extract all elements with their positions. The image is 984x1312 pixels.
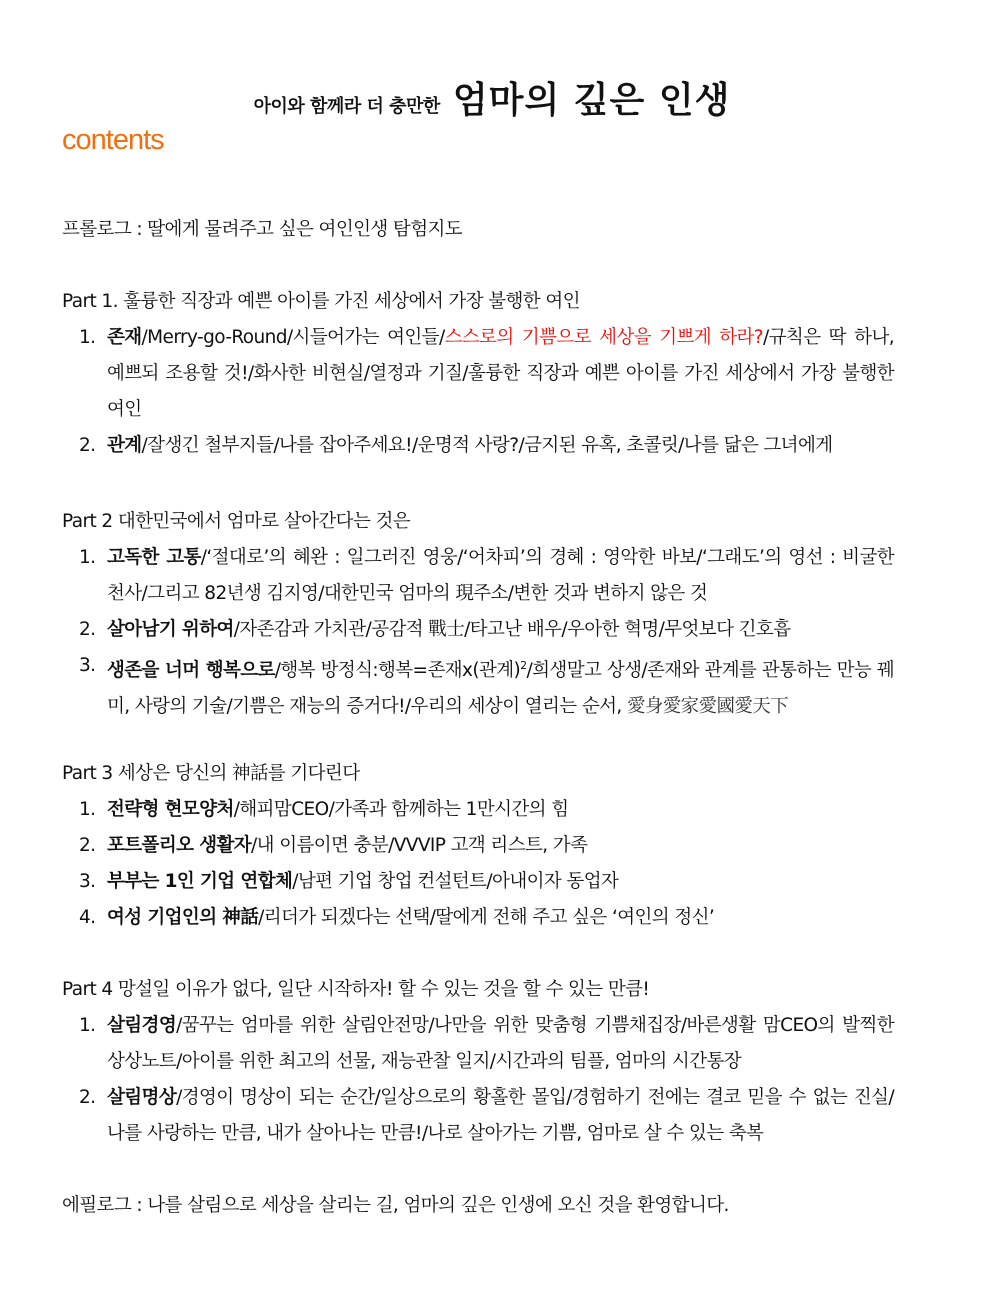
item-bold: 포트폴리오 생활자 — [107, 835, 252, 856]
item-number: 4. — [79, 907, 96, 928]
item-highlight: 스스로의 기쁨으로 세상을 기쁘게 하라? — [444, 327, 764, 348]
item-text: /해피맘CEO/가족과 함께하는 1만시간의 힘 — [233, 799, 569, 820]
item-text: /리더가 되겠다는 선택/딸에게 전해 주고 싶은 ‘여인의 정신’ — [258, 907, 715, 928]
item-text: /잘생긴 철부지들/나를 잡아주세요!/운명적 사랑?/금지된 유혹, 초콜릿/나를 닮은 그녀에게 — [141, 435, 833, 456]
item-text: /‘절대로’의 혜완 : 일그러진 영웅/‘어차피’의 경혜 : 영악한 바보/‘그래도’의 영선 : 비굴한 천사/그리고 82년생 김지영/대한민국 엄마의 現주소/변한 것과 변하지 않은 것 — [107, 547, 894, 604]
part-2 — [62, 504, 894, 725]
item-text: /경영이 명상이 되는 순간/일상으로의 황홀한 몰입/경험하기 전에는 결코 믿을 수 없는 진실/나를 사랑하는 만큼, 내가 살아나는 만큼!/나로 살아가는 기쁨, 엄마로 살 수 있는 축복 — [107, 1087, 894, 1144]
item-number: 1. — [79, 1015, 96, 1036]
epilogue-text: 에필로그 : 나를 살림으로 세상을 살리는 길, 엄마의 깊은 인생에 오신 것을 환영합니다. — [62, 1195, 729, 1216]
contents-heading: contents — [62, 124, 164, 156]
part-heading: Part 4 망설일 이유가 없다, 일단 시작하자! 할 수 있는 것을 할 수 있는 만큼! — [62, 979, 650, 1000]
item-number: 3. — [79, 655, 96, 676]
item-text: /꿈꾸는 엄마를 위한 살림안전망/나만을 위한 맞춤형 기쁨채집장/바른생활 맘CEO의 발찍한 상상노트/아이를 위한 최고의 선물, 재능관찰 일지/시간과의 팀플, 엄마의 시간통장 — [107, 1015, 894, 1072]
item-text: /규칙은 딱 하나, 예쁘되 조용할 것!/화사한 비현실/열정과 기질/훌륭한 직장과 예쁜 아이를 가진 세상에서 가장 불행한 여인 — [107, 327, 894, 420]
title-subtitle: 아이와 함께라 더 충만한 — [253, 96, 440, 117]
item-bold: 고독한 고통 — [107, 547, 201, 568]
item-number: 1. — [79, 327, 96, 348]
list-item — [62, 900, 894, 936]
superscript: 2 — [520, 659, 527, 672]
list-item — [62, 1080, 894, 1152]
item-text: /행복 방정식:행복=존재x(관계) — [274, 660, 521, 682]
prologue — [62, 212, 894, 248]
part-3 — [62, 756, 894, 936]
item-bold: 관계 — [107, 435, 142, 456]
item-text: /남편 기업 창업 컨설턴트/아내이자 동업자 — [292, 871, 619, 892]
item-bold: 살림명상 — [107, 1087, 177, 1108]
part-heading: Part 3 세상은 당신의 神話를 기다린다 — [62, 763, 360, 784]
item-text: /희생말고 상생/존재와 관계를 관통하는 만능 꿰미, 사랑의 기술/기쁨은 재능의 증거다!/우리의 세상이 열리는 순서, — [107, 660, 894, 718]
list-item — [62, 864, 894, 900]
prologue-text: 프롤로그 : 딸에게 물려주고 싶은 여인인생 탐험지도 — [62, 219, 463, 240]
document-title — [0, 72, 984, 123]
item-bold: 생존을 너머 행복으로 — [107, 660, 275, 682]
item-bold: 부부는 1인 기업 연합체 — [107, 871, 293, 892]
list-item — [62, 828, 894, 864]
item-number: 1. — [79, 799, 96, 820]
item-number: 2. — [79, 835, 96, 856]
item-bold: 살림경영 — [107, 1015, 177, 1036]
list-item — [62, 1008, 894, 1080]
part-heading: Part 1. 훌륭한 직장과 예쁜 아이를 가진 세상에서 가장 불행한 여인 — [62, 291, 580, 312]
item-number: 1. — [79, 547, 96, 568]
item-bold: 여성 기업인의 神話 — [107, 907, 259, 928]
item-bold: 존재 — [107, 327, 142, 348]
part-heading: Part 2 대한민국에서 엄마로 살아간다는 것은 — [62, 511, 411, 532]
list-item — [62, 648, 894, 725]
item-number: 2. — [79, 619, 96, 640]
epilogue — [62, 1188, 894, 1224]
list-item — [62, 320, 894, 428]
list-item — [62, 612, 894, 648]
item-text: /내 이름이면 충분/VVVIP 고객 리스트, 가족 — [251, 835, 588, 856]
item-number: 2. — [79, 1087, 96, 1108]
list-item — [62, 792, 894, 828]
part-1 — [62, 284, 894, 464]
list-item — [62, 428, 894, 464]
item-hanja: 愛身愛家愛國愛天下 — [626, 696, 789, 718]
item-bold: 전략형 현모양처 — [107, 799, 234, 820]
item-number: 3. — [79, 871, 96, 892]
list-item — [62, 540, 894, 612]
part-4 — [62, 972, 894, 1152]
item-bold: 살아남기 위하여 — [107, 619, 234, 640]
item-number: 2. — [79, 435, 96, 456]
item-text: /Merry-go-Round/시들어가는 여인들/ — [141, 327, 445, 348]
item-text: /자존감과 가치관/공감적 戰士/타고난 배우/우아한 혁명/무엇보다 긴호흡 — [233, 619, 791, 640]
title-main: 엄마의 깊은 인생 — [452, 80, 731, 121]
